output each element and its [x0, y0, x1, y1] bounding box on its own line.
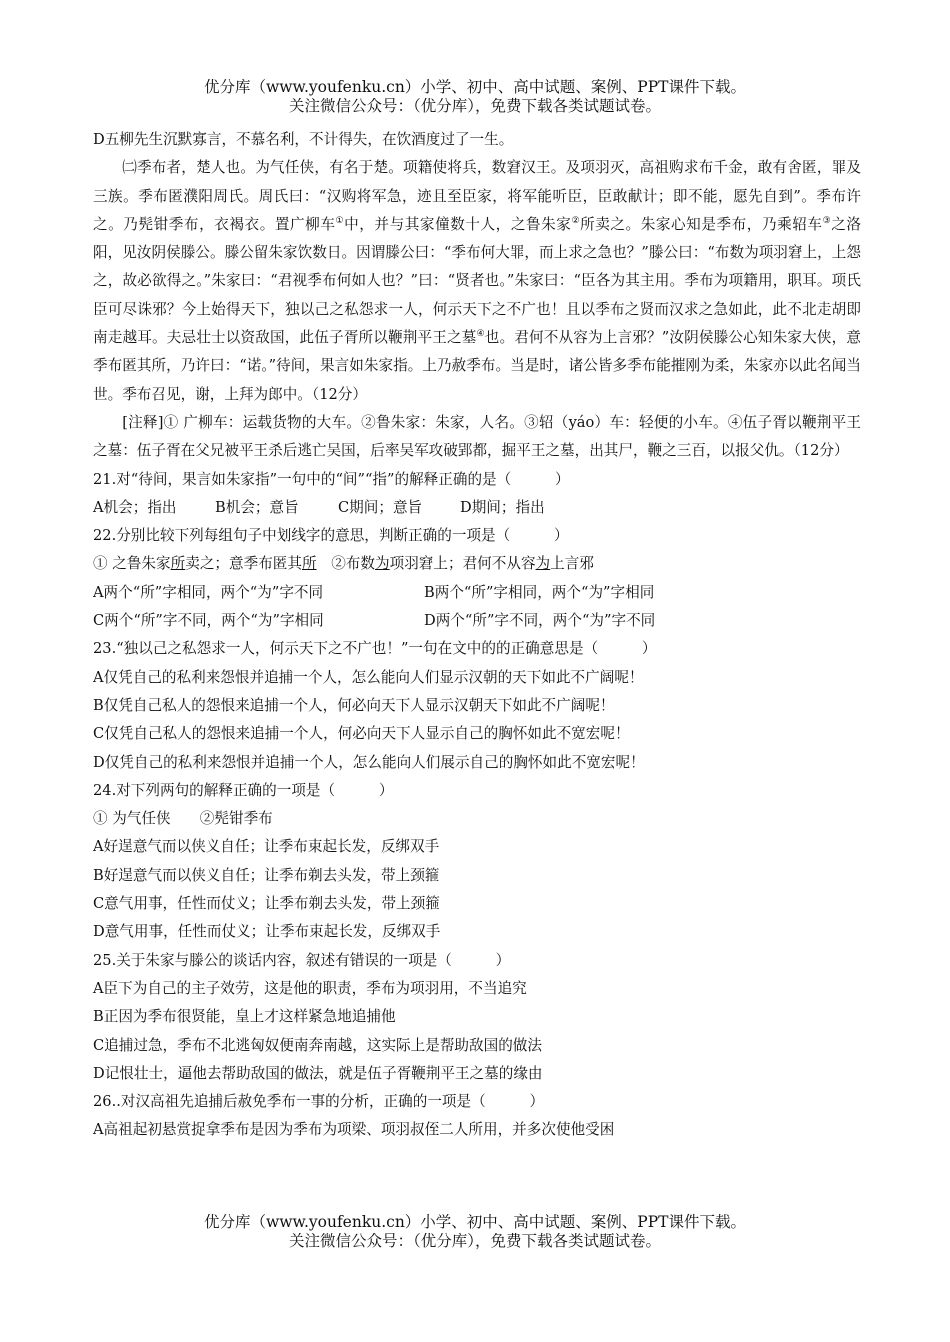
note-ref-3: ③	[822, 216, 832, 227]
note-ref-1: ①	[335, 216, 345, 227]
q24-option-c: C意气用事，任性而仗义；让季布剃去头发，带上颈箍	[93, 895, 440, 913]
classical-passage: ㈡季布者，楚人也。为气任侠，有名于楚。项籍使将兵，数窘汉王。及项羽灭，高祖购求布千金，敢有舍匿，罪及三族。季布匿濮阳周氏。周氏曰：“汉购将军急，迹且至臣家，将军能听臣，臣敢献计；即不能，愿先自到”。季布许之。乃髡钳季布，衣褐衣。置广柳车①中，并与其家僮数十人，之鲁朱家②所卖之。朱家心知是季布，乃乘轺车③之洛阳，见汝阴侯滕公。滕公留朱家饮数日。因谓滕公曰：“季布何大罪，而上求之急也？”滕公曰：“布数为项羽窘上，上怨之，故必欲得之。”朱家曰：“君视季布何如人也？”曰：“贤者也。”朱家曰：“臣各为其主用。季布为项籍用，职耳。项氏臣可尽诛邪？今上始得天下，独以己之私怨求一人，何示天下之不广也！且以季布之贤而汉求之急如此，此不北走胡即南走越耳。夫忌壮士以资敌国，此伍子胥所以鞭荆平王之墓④也。君何不从容为上言邪？”汝阴侯滕公心知朱家大侠，意季布匿其所，乃许曰：“诺。”待间，果言如朱家指。上乃赦季布。当是时，诸公皆多季布能摧刚为柔，朱家亦以此名闻当世。季布召见，谢，上拜为郎中。（12分）	[93, 159, 861, 403]
question-21-stem: 21.对“待间，果言如朱家指”一句中的“间”“指”的解释正确的是（ ）	[93, 470, 570, 488]
question-24-items: ① 为气任侠 ②髡钳季布	[93, 810, 273, 828]
q24-option-d: D意气用事，任性而仗义；让季布束起长发，反绑双手	[93, 923, 441, 941]
question-21-options	[93, 494, 861, 522]
note-ref-4: ④	[476, 329, 485, 340]
q22-option-b: B两个“所”字相同，两个“为”字相同	[424, 583, 655, 601]
question-25-stem: 25.关于朱家与滕公的谈话内容，叙述有错误的一项是（ ）	[93, 951, 511, 969]
underlined-char: 所	[170, 555, 186, 573]
header-banner	[0, 78, 950, 116]
q24-option-a: A好逞意气而以侠义自任；让季布束起长发，反绑双手	[93, 838, 440, 856]
q25-option-b: B正因为季布很贤能，皇上才这样紧急地追捕他	[93, 1008, 396, 1026]
q22-option-d: D两个“所”字不同，两个“为”字不同	[424, 612, 656, 630]
previous-option-d: D五柳先生沉默寡言，不慕名利，不计得失，在饮酒度过了一生。	[93, 131, 514, 148]
question-22-options-ab	[93, 579, 861, 607]
question-24-stem: 24.对下列两句的解释正确的一项是（ ）	[93, 781, 394, 799]
underlined-char: 为	[374, 555, 390, 573]
q23-option-c: C仅凭自己私人的怨恨来追捕一个人，何必向天下人显示自己的胸怀如此不宽宏呢！	[93, 725, 630, 743]
q21-option-c: C期间；意旨	[338, 498, 423, 516]
q22-option-a: A两个“所”字相同，两个“为”字不同	[93, 583, 324, 601]
q21-option-d: D期间；指出	[460, 498, 545, 516]
q21-option-b: B机会；意旨	[215, 498, 299, 516]
q23-option-a: A仅凭自己的私利来怨恨并追捕一个人，怎么能向人们显示汉朝的天下如此不广阔呢！	[93, 668, 644, 686]
underlined-char: 所	[301, 555, 317, 573]
footer-line-1: 优分库（www.youfenku.cn）小学、初中、高中试题、案例、PPT课件下载。	[203, 1213, 747, 1231]
footer-line-2: 关注微信公众号：（优分库），免费下载各类试题试卷。	[288, 1232, 661, 1250]
question-23-stem: 23.“独以己之私怨求一人，何示天下之不广也！”一句在文中的的正确意思是（ ）	[93, 640, 657, 658]
annotation-notes: [注释]① 广柳车：运载货物的大车。②鲁朱家：朱家，人名。③轺（yáo）车：轻便的小车。④伍子胥以鞭荆平王之墓：伍子胥在父兄被平王杀后逃亡吴国，后率吴军攻破郢都，掘平王之墓，出其尸，鞭之三百，以报父仇。（12分）	[93, 413, 861, 460]
q24-option-b: B好逞意气而以侠义自任；让季布剃去头发，带上颈箍	[93, 866, 440, 884]
q26-option-a: A高祖起初悬赏捉拿季布是因为季布为项梁、项羽叔侄二人所用，并多次使他受困	[93, 1121, 615, 1139]
question-22-sentences: ① 之鲁朱家所卖之；意季布匿其所 ②布数为项羽窘上；君何不从容为上言邪	[93, 555, 594, 573]
q25-option-a: A臣下为自己的主子效劳，这是他的职责，季布为项羽用，不当追究	[93, 979, 527, 997]
footer-banner	[0, 1213, 950, 1251]
question-26-stem: 26..对汉高祖先追捕后赦免季布一事的分析，正确的一项是（ ）	[93, 1093, 545, 1111]
note-ref-2: ②	[571, 216, 581, 227]
q23-option-b: B仅凭自己私人的怨恨来追捕一个人，何必向天下人显示汉朝天下如此不广阔呢！	[93, 696, 615, 714]
underlined-char: 为	[535, 555, 551, 573]
banner-line-2: 关注微信公众号：（优分库），免费下载各类试题试卷。	[288, 97, 661, 115]
q23-option-d: D仅凭自己的私利来怨恨并追捕一个人，怎么能向人们展示自己的胸怀如此不宽宏呢！	[93, 753, 645, 771]
q22-option-c: C两个“所”字不同，两个“为”字相同	[93, 612, 324, 630]
q21-option-a: A机会；指出	[93, 498, 177, 516]
question-22-stem: 22.分别比较下列每组句子中划线字的意思，判断正确的一项是（ ）	[93, 527, 569, 545]
question-22-options-cd	[93, 607, 861, 635]
q25-option-c: C追捕过急，季布不北逃匈奴便南奔南越，这实际上是帮助敌国的做法	[93, 1036, 542, 1054]
banner-line-1: 优分库（www.youfenku.cn）小学、初中、高中试题、案例、PPT课件下载。	[203, 78, 747, 96]
document-body	[93, 126, 861, 1145]
q25-option-d: D记恨壮士，逼他去帮助敌国的做法，就是伍子胥鞭荆平王之墓的缘由	[93, 1064, 543, 1082]
